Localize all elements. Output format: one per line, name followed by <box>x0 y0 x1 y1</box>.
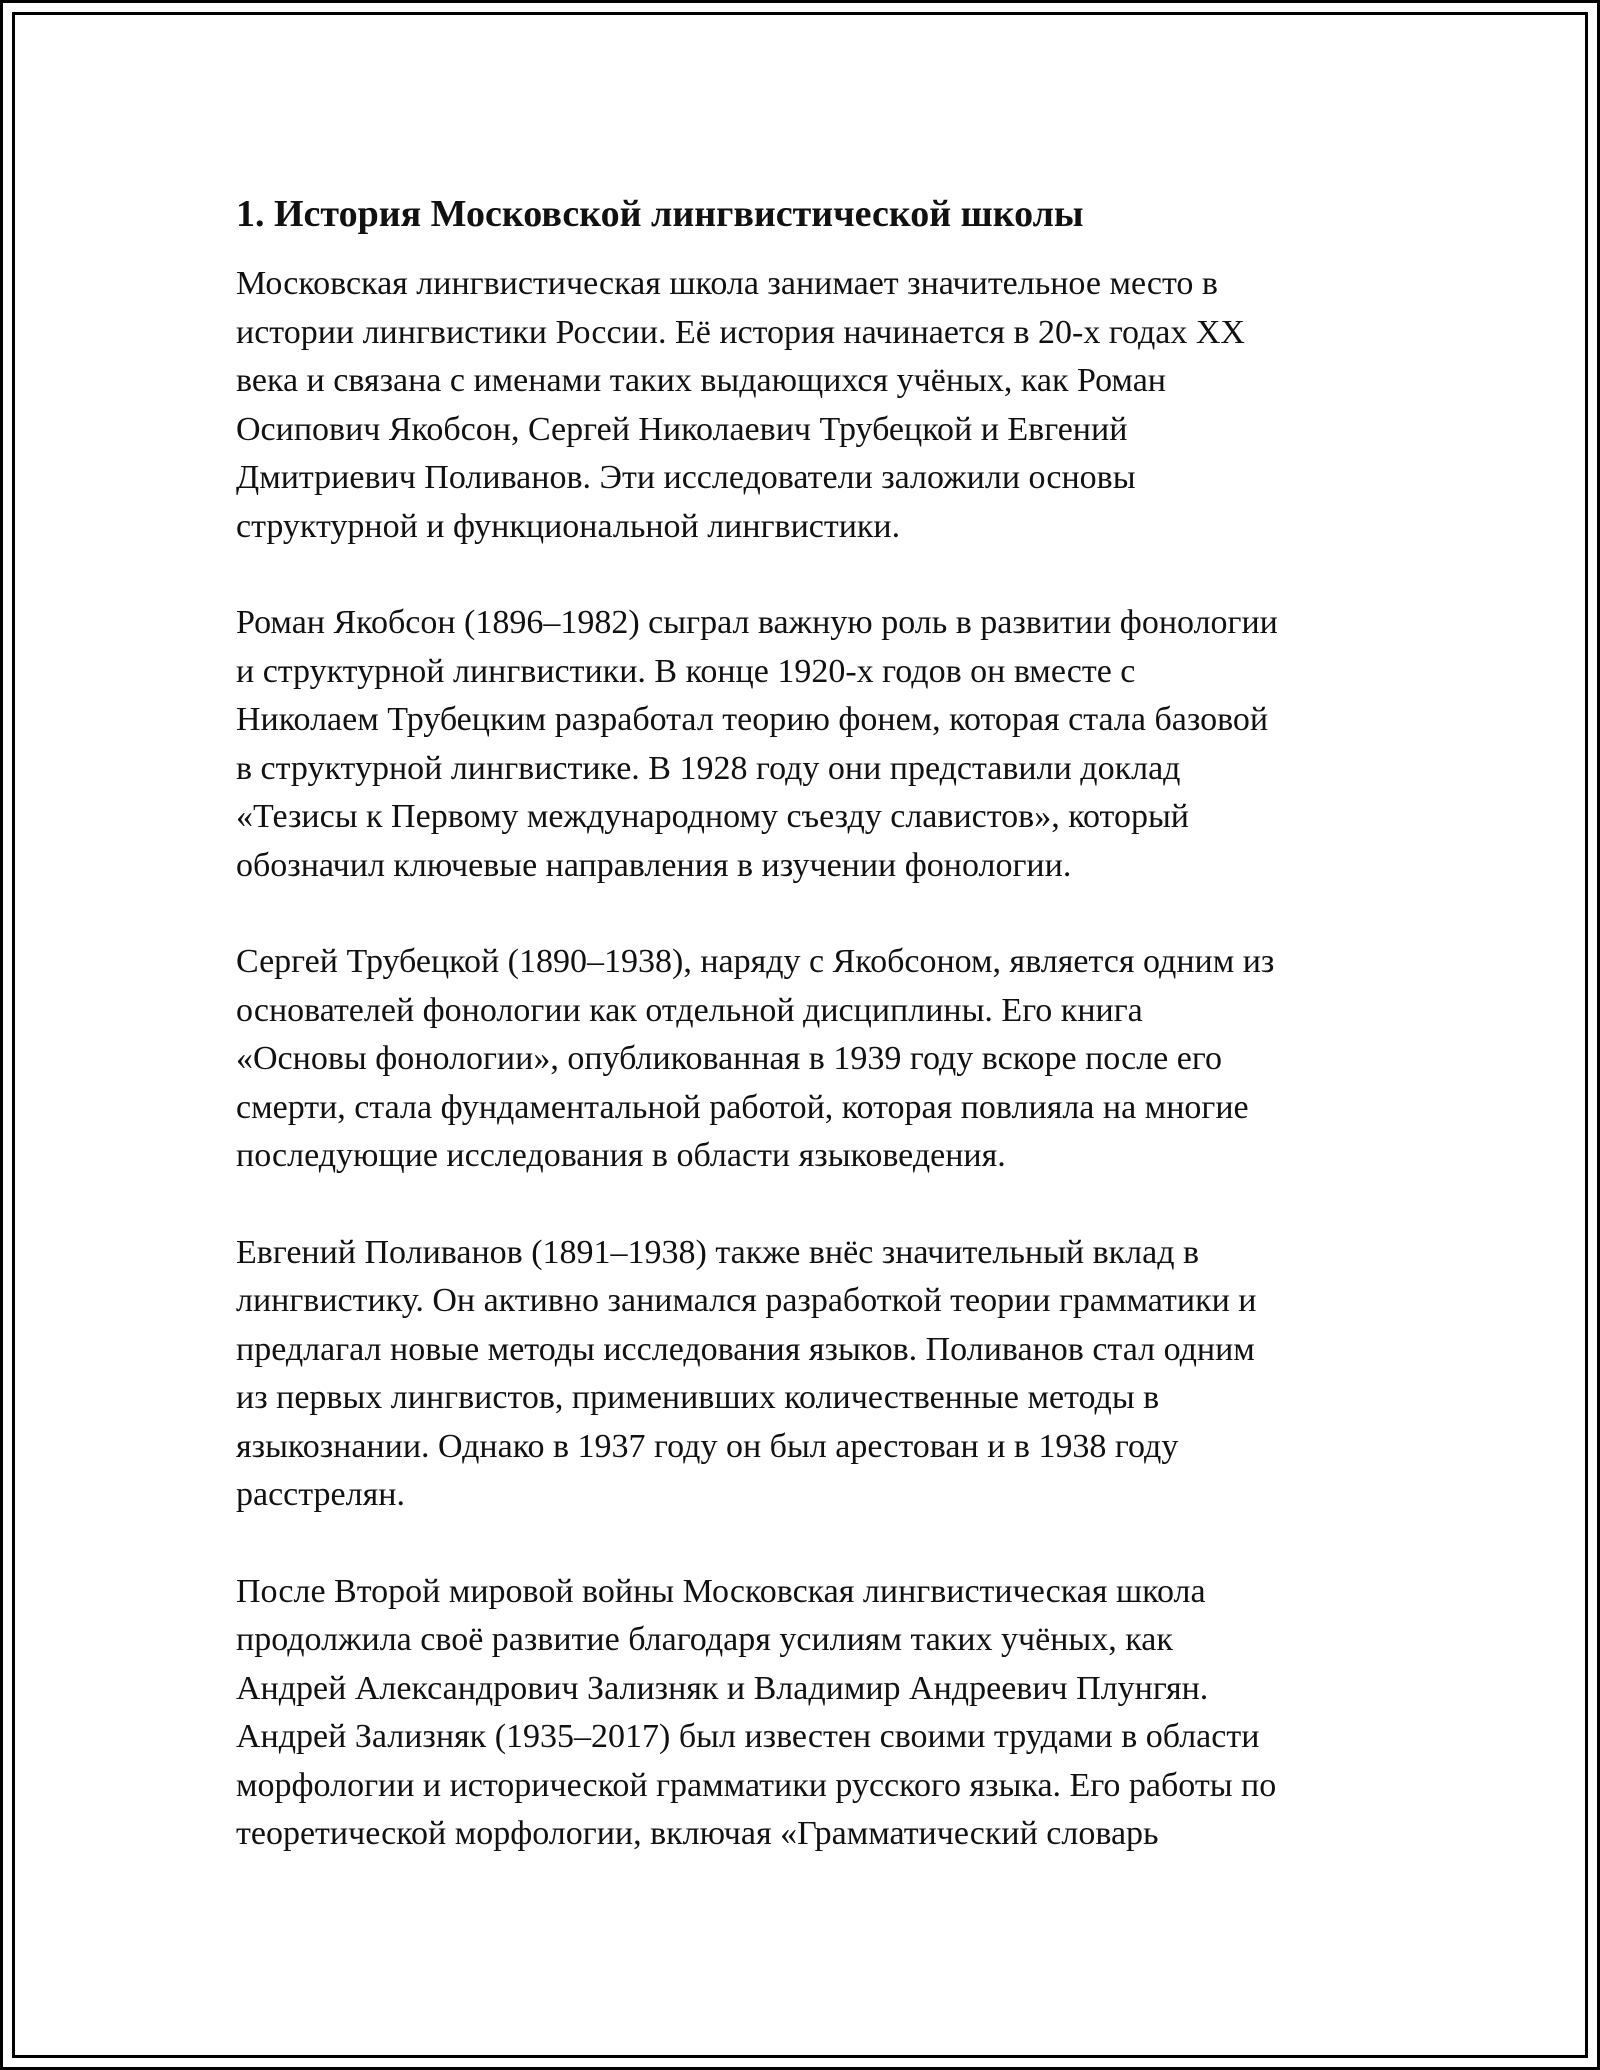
paragraph-2 <box>236 599 1376 890</box>
text-line: из первых лингвистов, применивших количественные методы в <box>236 1379 1160 1416</box>
text-line: Николаем Трубецким разработал теорию фонем, которая стала базовой <box>236 701 1269 738</box>
text-line: смерти, стала фундаментальной работой, которая повлияла на многие <box>236 1088 1249 1126</box>
text-line: Дмитриевич Поливанов. Эти исследователи заложили основы <box>236 459 1136 496</box>
paragraph-1 <box>236 260 1376 551</box>
text-line: обозначил ключевые направления в изучении фонологии. <box>236 846 1072 884</box>
paragraph-5 <box>236 1568 1376 1859</box>
text-line: «Основы фонологии», опубликованная в 1939 году вскоре после его <box>236 1040 1222 1077</box>
text-line: расстрелян. <box>236 1476 405 1513</box>
text-line: века и связана с именами таких выдающихся учёных, как Роман <box>236 362 1166 399</box>
text-line: лингвистику. Он активно занимался разработкой теории грамматики и <box>236 1282 1257 1319</box>
text-line: в структурной лингвистике. В 1928 году они представили доклад <box>236 749 1181 787</box>
paragraph-3 <box>236 938 1376 1181</box>
text-line: Андрей Зализняк (1935–2017) был известен своими трудами в области <box>236 1718 1260 1755</box>
text-line: структурной и функциональной лингвистики. <box>236 507 901 545</box>
text-line: морфологии и исторической грамматики русского языка. Его работы по <box>236 1766 1277 1804</box>
text-line: и структурной лингвистики. В конце 1920-х годов он вместе с <box>236 652 1136 690</box>
text-line: основателей фонологии как отдельной дисциплины. Его книга <box>236 991 1143 1029</box>
text-line: истории лингвистики России. Её история начинается в 20-х годах XX <box>236 313 1245 351</box>
text-line: продолжила своё развитие благодаря усилиям таких учёных, как <box>236 1621 1173 1658</box>
text-line: Роман Якобсон (1896–1982) сыграл важную роль в развитии фонологии <box>236 604 1278 641</box>
text-line: После Второй мировой войны Московская лингвистическая школа <box>236 1572 1206 1610</box>
text-line: теоретической морфологии, включая «Грамматический словарь <box>236 1815 1159 1852</box>
text-line: последующие исследования в области языковедения. <box>236 1137 1006 1174</box>
text-line: Сергей Трубецкой (1890–1938), наряду с Якобсоном, является одним из <box>236 943 1275 980</box>
paragraph-4 <box>236 1229 1376 1520</box>
text-line: Московская лингвистическая школа занимает значительное место в <box>236 265 1218 302</box>
text-line: языкознании. Однако в 1937 году он был арестован и в 1938 году <box>236 1427 1179 1465</box>
section-heading: 1. История Московской лингвистической школы <box>236 193 1084 235</box>
text-line: «Тезисы к Первому международному съезду славистов», который <box>236 798 1189 835</box>
text-line: Андрей Александрович Зализняк и Владимир Андреевич Плунгян. <box>236 1669 1209 1707</box>
text-line: Осипович Якобсон, Сергей Николаевич Трубецкой и Евгений <box>236 410 1128 448</box>
text-line: Евгений Поливанов (1891–1938) также внёс значительный вклад в <box>236 1233 1200 1271</box>
document-body <box>236 190 1376 1907</box>
text-line: предлагал новые методы исследования языков. Поливанов стал одним <box>236 1330 1255 1368</box>
